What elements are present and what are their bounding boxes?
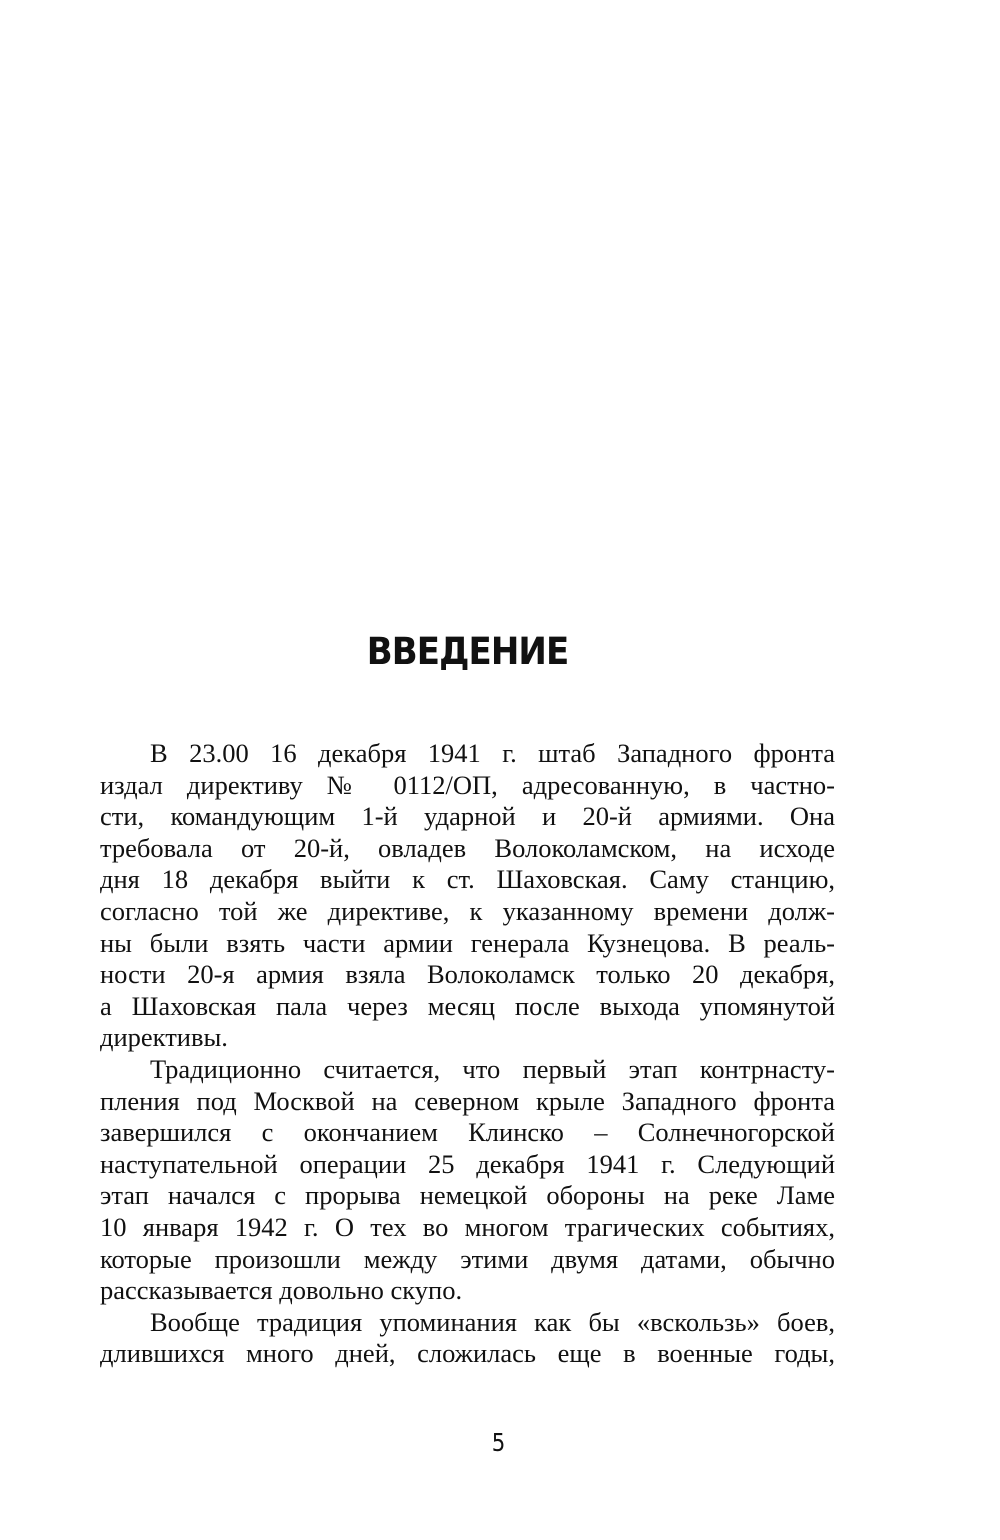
text-line: В 23.00 16 декабря 1941 г. штаб Западного фронта	[150, 738, 835, 768]
paragraph-3	[100, 1307, 835, 1370]
chapter-body	[100, 738, 835, 1370]
text-line: дня 18 декабря выйти к ст. Шаховская. Саму станцию,	[100, 864, 835, 895]
text-line: Вообще традиция упоминания как бы «вскользь» боев,	[150, 1306, 835, 1337]
text-line: Традиционно считается, что первый этап контрнасту-	[150, 1053, 835, 1084]
chapter-title: ВВЕДЕНИЕ	[366, 630, 569, 673]
text-line: ности 20-я армия взяла Волоколамск только 20 декабря,	[100, 959, 835, 990]
text-line: директивы.	[100, 1022, 228, 1053]
text-line: пления под Москвой на северном крыле Западного фронта	[100, 1085, 835, 1116]
text-line: сти, командующим 1-й ударной и 20-й армиями. Она	[100, 801, 835, 832]
text-line: завершился с окончанием Клинско – Солнечногорской	[100, 1117, 835, 1148]
text-line: рассказывается довольно скупо.	[100, 1275, 463, 1306]
text-line: ны были взять части армии генерала Кузнецова. В реаль-	[100, 927, 835, 958]
page-number: 5	[491, 1428, 506, 1457]
text-line: которые произошли между этими двумя датами, обычно	[100, 1243, 835, 1274]
text-line: согласно той же директиве, к указанному времени долж-	[100, 895, 835, 926]
text-line: а Шаховская пала через месяц после выхода упомянутой	[100, 990, 835, 1021]
paragraph-2	[100, 1054, 835, 1307]
text-line: наступательной операции 25 декабря 1941 г. Следующий	[100, 1148, 835, 1179]
text-line: длившихся много дней, сложилась еще в военные годы,	[100, 1338, 835, 1369]
text-line: издал директиву № 0112/ОП, адресованную, в частно-	[100, 769, 835, 800]
text-line: требовала от 20-й, овладев Волоколамском, на исходе	[100, 832, 835, 863]
paragraph-1	[100, 738, 835, 1054]
text-line: 10 января 1942 г. О тех во многом трагических событиях,	[100, 1211, 835, 1242]
text-line: этап начался с прорыва немецкой обороны на реке Ламе	[100, 1180, 835, 1211]
